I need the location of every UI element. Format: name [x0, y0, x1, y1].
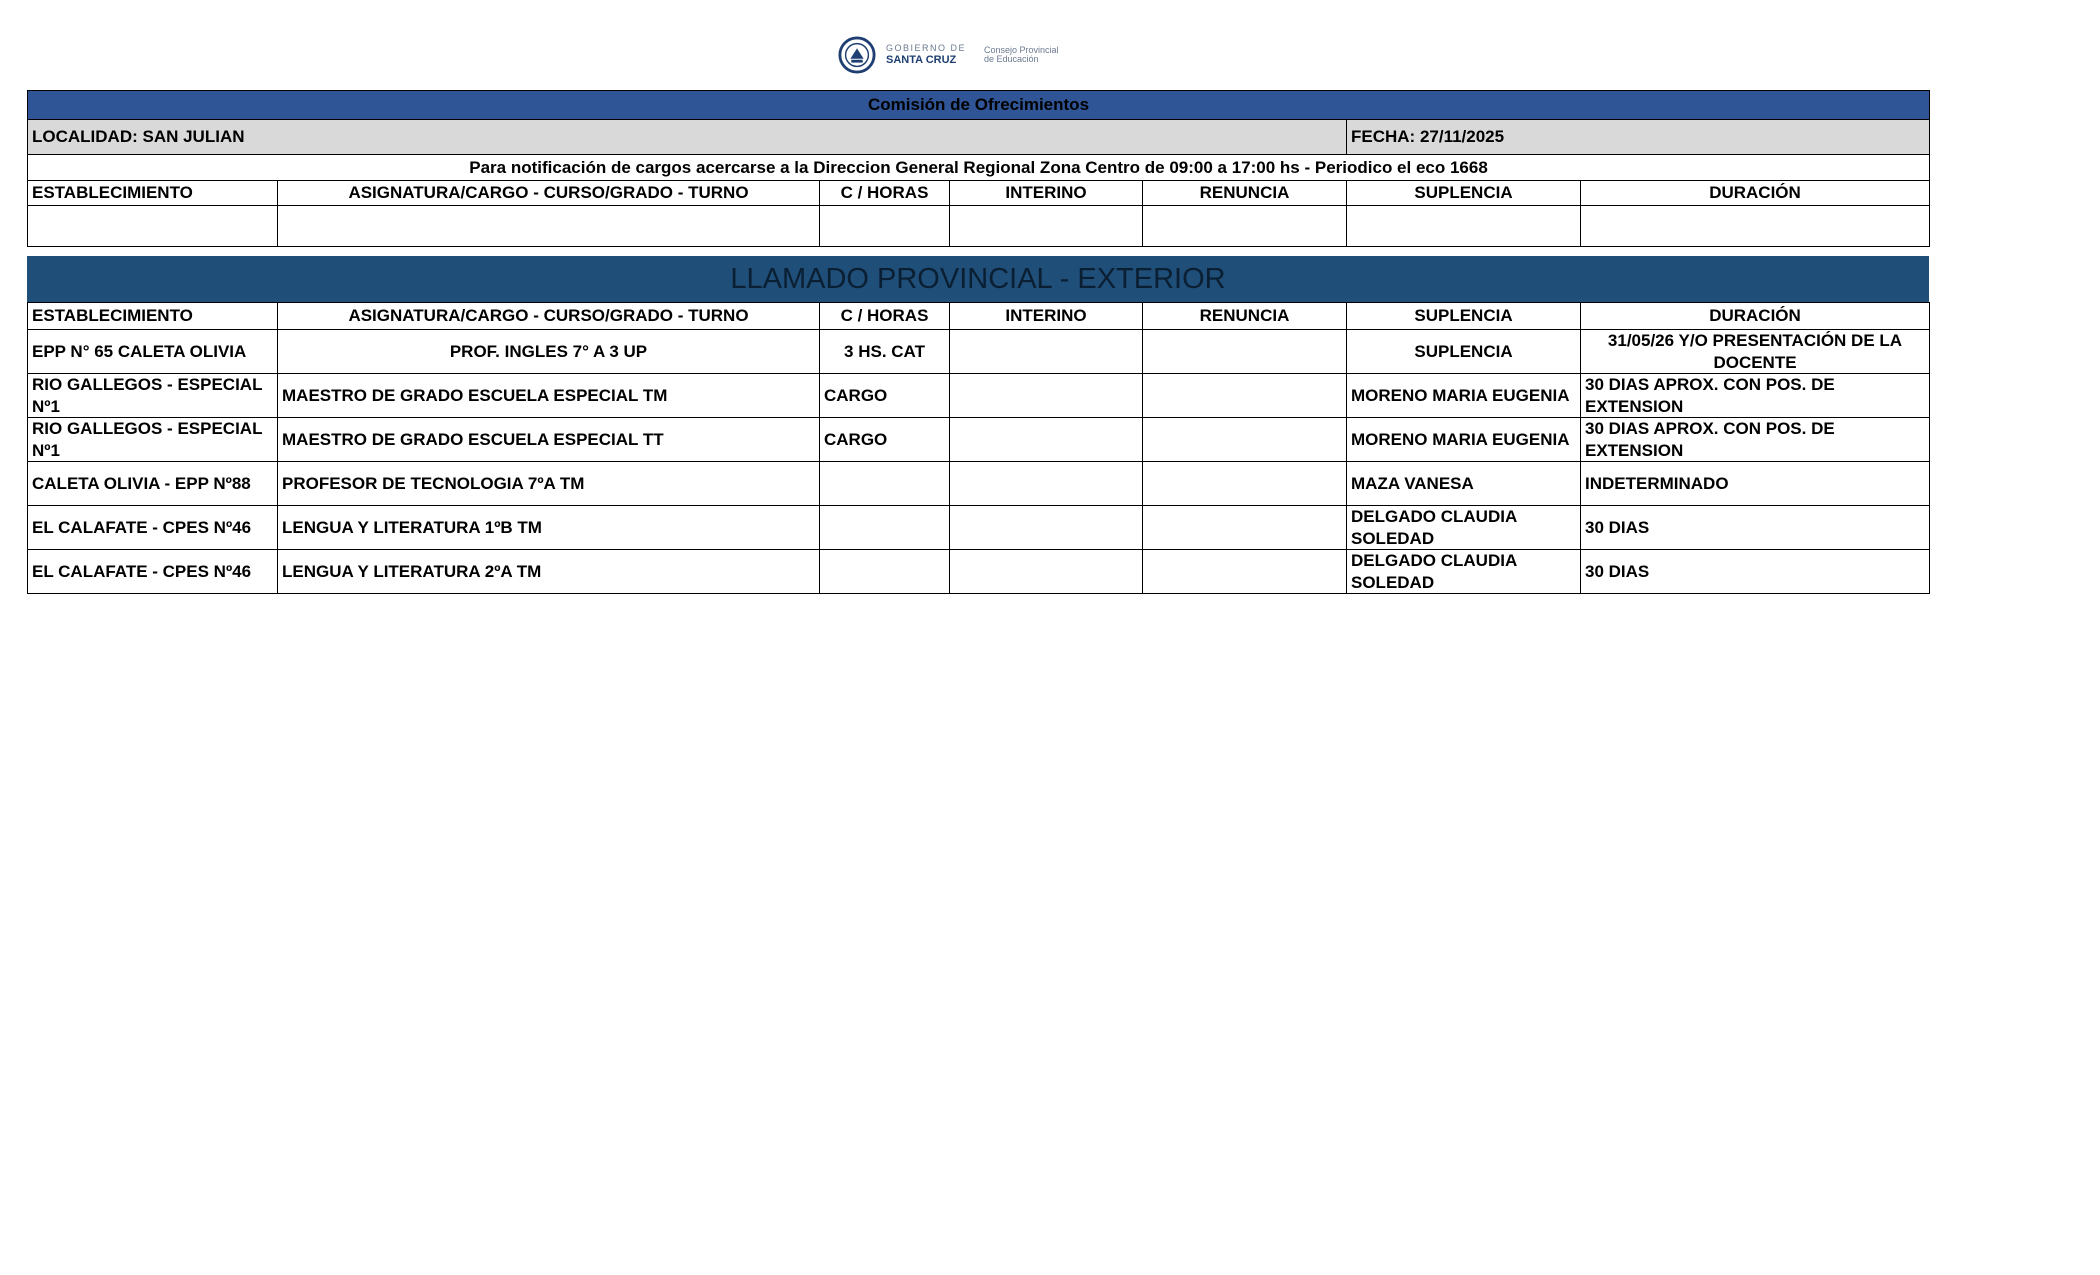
- column-header: ESTABLECIMIENTO: [28, 181, 278, 206]
- section-banner: LLAMADO PROVINCIAL - EXTERIOR: [27, 256, 1929, 302]
- table-cell: [1581, 206, 1930, 247]
- table-cell: [278, 206, 820, 247]
- suplencia-cell: MORENO MARIA EUGENIA: [1347, 374, 1581, 418]
- table-row: [28, 374, 1930, 418]
- establecimiento-cell: EL CALAFATE - CPES Nº46: [28, 550, 278, 594]
- table-row: [28, 330, 1930, 374]
- table-cell: [950, 206, 1143, 247]
- council-line1: Consejo Provincial: [984, 44, 1059, 55]
- horas-cell: CARGO: [820, 418, 950, 462]
- table-cell: [1143, 206, 1347, 247]
- horas-cell: 3 HS. CAT: [820, 330, 950, 374]
- government-line1: GOBIERNO DE: [886, 43, 967, 53]
- interino-cell: [950, 374, 1143, 418]
- establecimiento-cell: CALETA OLIVIA - EPP Nº88: [28, 462, 278, 506]
- column-header: SUPLENCIA: [1347, 303, 1581, 330]
- column-header: C / HORAS: [820, 303, 950, 330]
- table-header-row: [28, 303, 1930, 330]
- offers-header-table: [27, 90, 1930, 247]
- page-title: Comisión de Ofrecimientos: [28, 91, 1930, 120]
- column-header: INTERINO: [950, 303, 1143, 330]
- government-name: [886, 44, 966, 66]
- interino-cell: [950, 550, 1143, 594]
- table-row: [28, 418, 1930, 462]
- duracion-cell: 31/05/26 Y/O PRESENTACIÓN DE LA DOCENTE: [1581, 330, 1930, 374]
- notice-text: Para notificación de cargos acercarse a la Direccion General Regional Zona Centro de 09:00 a 17:00 hs - Periodico el eco 1668: [28, 155, 1930, 181]
- council-name: [984, 46, 1059, 65]
- duracion-cell: INDETERMINADO: [1581, 462, 1930, 506]
- horas-cell: [820, 462, 950, 506]
- renuncia-cell: [1143, 374, 1347, 418]
- duracion-cell: 30 DIAS APROX. CON POS. DE EXTENSION: [1581, 374, 1930, 418]
- renuncia-cell: [1143, 550, 1347, 594]
- suplencia-cell: MAZA VANESA: [1347, 462, 1581, 506]
- table-row: [28, 550, 1930, 594]
- localidad-label: LOCALIDAD: SAN JULIAN: [28, 120, 1347, 155]
- table-cell: [1347, 206, 1581, 247]
- table-cell: [820, 206, 950, 247]
- duracion-cell: 30 DIAS APROX. CON POS. DE EXTENSION: [1581, 418, 1930, 462]
- horas-cell: [820, 550, 950, 594]
- council-line2: de Educación: [984, 54, 1039, 64]
- offers-table: [27, 302, 1930, 594]
- establecimiento-cell: RIO GALLEGOS - ESPECIAL Nº1: [28, 374, 278, 418]
- column-header: DURACIÓN: [1581, 303, 1930, 330]
- government-logo: [838, 32, 1078, 78]
- table-row: [28, 506, 1930, 550]
- table-cell: [28, 206, 278, 247]
- column-header: RENUNCIA: [1143, 303, 1347, 330]
- column-header: ASIGNATURA/CARGO - CURSO/GRADO - TURNO: [278, 303, 820, 330]
- asignatura-cell: MAESTRO DE GRADO ESCUELA ESPECIAL TT: [278, 418, 820, 462]
- asignatura-cell: PROF. INGLES 7° A 3 UP: [278, 330, 820, 374]
- establecimiento-cell: RIO GALLEGOS - ESPECIAL Nº1: [28, 418, 278, 462]
- government-line2: SANTA CRUZ: [886, 54, 957, 66]
- interino-cell: [950, 506, 1143, 550]
- asignatura-cell: LENGUA Y LITERATURA 1ºB TM: [278, 506, 820, 550]
- asignatura-cell: PROFESOR DE TECNOLOGIA 7ºA TM: [278, 462, 820, 506]
- renuncia-cell: [1143, 418, 1347, 462]
- duracion-cell: 30 DIAS: [1581, 506, 1930, 550]
- interino-cell: [950, 330, 1143, 374]
- column-header: SUPLENCIA: [1347, 181, 1581, 206]
- column-header: ASIGNATURA/CARGO - CURSO/GRADO - TURNO: [278, 181, 820, 206]
- empty-table-row: [28, 206, 1930, 247]
- duracion-cell: 30 DIAS: [1581, 550, 1930, 594]
- column-header: DURACIÓN: [1581, 181, 1930, 206]
- renuncia-cell: [1143, 506, 1347, 550]
- table-row: [28, 462, 1930, 506]
- fecha-label: FECHA: 27/11/2025: [1347, 120, 1930, 155]
- provincial-seal-icon: [838, 36, 876, 74]
- renuncia-cell: [1143, 330, 1347, 374]
- horas-cell: [820, 506, 950, 550]
- interino-cell: [950, 418, 1143, 462]
- suplencia-cell: DELGADO CLAUDIA SOLEDAD: [1347, 506, 1581, 550]
- column-header: ESTABLECIMIENTO: [28, 303, 278, 330]
- suplencia-cell: MORENO MARIA EUGENIA: [1347, 418, 1581, 462]
- table-header-row: [28, 181, 1930, 206]
- establecimiento-cell: EPP N° 65 CALETA OLIVIA: [28, 330, 278, 374]
- suplencia-cell: SUPLENCIA: [1347, 330, 1581, 374]
- renuncia-cell: [1143, 462, 1347, 506]
- column-header: RENUNCIA: [1143, 181, 1347, 206]
- interino-cell: [950, 462, 1143, 506]
- asignatura-cell: LENGUA Y LITERATURA 2ºA TM: [278, 550, 820, 594]
- asignatura-cell: MAESTRO DE GRADO ESCUELA ESPECIAL TM: [278, 374, 820, 418]
- suplencia-cell: DELGADO CLAUDIA SOLEDAD: [1347, 550, 1581, 594]
- column-header: C / HORAS: [820, 181, 950, 206]
- column-header: INTERINO: [950, 181, 1143, 206]
- establecimiento-cell: EL CALAFATE - CPES Nº46: [28, 506, 278, 550]
- horas-cell: CARGO: [820, 374, 950, 418]
